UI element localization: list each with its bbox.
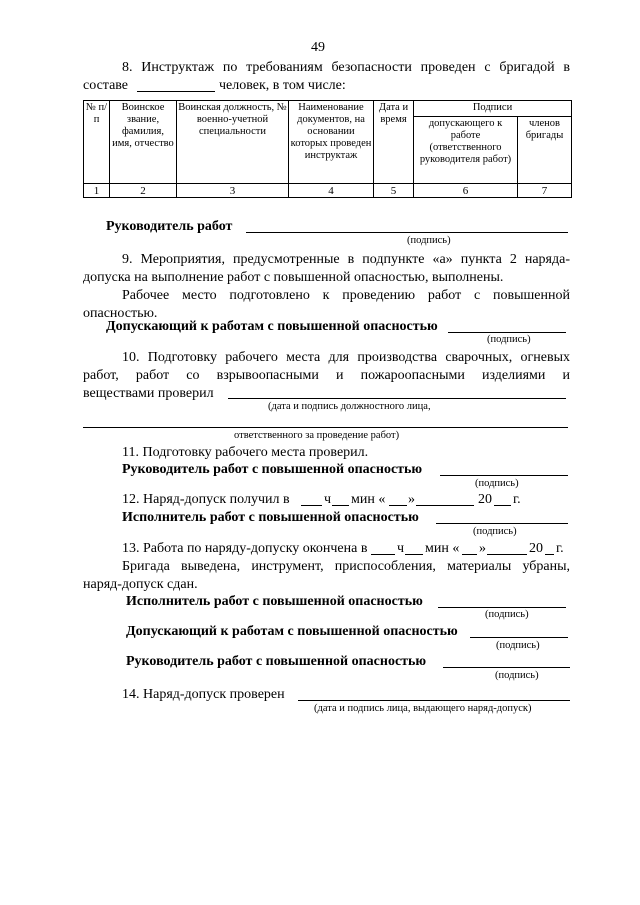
admitter-label: Допускающий к работам с повышенной опасностью: [106, 319, 438, 334]
item13-line3: наряд-допуск сдан.: [83, 577, 198, 592]
item9-line1: 9. Мероприятия, предусмотренные в подпункте «а» пункта 2 наряда-: [122, 252, 570, 267]
high-risk-manager-caption-1: (подпись): [475, 478, 519, 489]
item12-minute-blank[interactable]: [332, 505, 349, 506]
item11-text: 11. Подготовку рабочего места проверил.: [122, 445, 369, 460]
col-header-datetime: Дата и время: [374, 101, 414, 184]
executor-caption-2: (подпись): [485, 609, 529, 620]
item13-hour-blank[interactable]: [371, 554, 395, 555]
admitter-caption-2: (подпись): [496, 640, 540, 651]
col-header-name: Воинское звание, фамилия, имя, отчество: [110, 101, 177, 184]
executor-signature-line-1[interactable]: [436, 523, 568, 524]
admitter-signature-line-2[interactable]: [470, 637, 568, 638]
item14-caption: (дата и подпись лица, выдающего наряд-допуск): [314, 703, 532, 714]
high-risk-manager-signature-line-2[interactable]: [443, 667, 570, 668]
col-header-admitter: допускающего к работе (ответственного руководителя работ): [414, 117, 518, 184]
item8-line2-end: человек, в том числе:: [219, 78, 346, 93]
col-number-5: 5: [374, 184, 414, 198]
item10-caption-1: (дата и подпись должностного лица,: [268, 401, 431, 412]
high-risk-manager-label-1: Руководитель работ с повышенной опасностью: [122, 462, 423, 477]
col-header-crew: членов бригады: [518, 117, 572, 184]
item13-year-suffix: г.: [556, 541, 564, 556]
col-number-1: 1: [84, 184, 110, 198]
item14-signature-line[interactable]: [298, 700, 570, 701]
item12-text: 12. Наряд-допуск получил в: [122, 492, 290, 507]
item8-line2-start: составе: [83, 78, 129, 93]
work-manager-signature-line[interactable]: [246, 232, 568, 233]
item13-line2: Бригада выведена, инструмент, приспособления, материалы убраны,: [122, 559, 570, 574]
col-number-4: 4: [289, 184, 374, 198]
col-header-documents: Наименование документов, на основании которых проведен инструктаж: [289, 101, 374, 184]
item13-minute-label: мин «: [425, 541, 460, 556]
item12-hour-blank[interactable]: [301, 505, 322, 506]
item13-month-blank[interactable]: [487, 554, 527, 555]
item13-year-prefix: 20: [529, 541, 543, 556]
col-number-2: 2: [110, 184, 177, 198]
col-header-number: № п/п: [84, 101, 110, 184]
executor-signature-line-2[interactable]: [438, 607, 566, 608]
item12-year-suffix: г.: [513, 492, 521, 507]
admitter-signature-line[interactable]: [448, 332, 566, 333]
col-number-3: 3: [177, 184, 289, 198]
admitter-signature-caption: (подпись): [487, 334, 531, 345]
high-risk-manager-signature-line-1[interactable]: [440, 475, 568, 476]
item13-year-blank[interactable]: [545, 554, 554, 555]
item12-month-blank[interactable]: [416, 505, 474, 506]
work-manager-label: Руководитель работ: [106, 219, 233, 234]
item12-minute-label: мин «: [351, 492, 386, 507]
item10-caption-2: ответственного за проведение работ): [234, 430, 400, 441]
item12-year-blank[interactable]: [494, 505, 511, 506]
item10-line2: работ, работ со взрывоопасными и пожароопасными изделиями и: [83, 368, 570, 383]
high-risk-manager-caption-2: (подпись): [495, 670, 539, 681]
executor-label-2: Исполнитель работ с повышенной опасностью: [126, 594, 423, 609]
item12-year-prefix: 20: [478, 492, 492, 507]
briefing-table: [83, 100, 572, 198]
page-number: 49: [311, 40, 325, 55]
item13-text: 13. Работа по наряду-допуску окончена в: [122, 541, 368, 556]
col-header-position: Воинская должность, № военно-учетной специальности: [177, 101, 289, 184]
col-number-6: 6: [414, 184, 518, 198]
item10-signature-line-1[interactable]: [228, 398, 566, 399]
crew-count-blank[interactable]: [137, 91, 215, 92]
item10-line3: веществами проверил: [83, 386, 214, 401]
item12-quote: »: [408, 492, 415, 507]
item13-quote: »: [479, 541, 486, 556]
item10-line1: 10. Подготовку рабочего места для производства сварочных, огневых: [122, 350, 570, 365]
item12-day-blank[interactable]: [389, 505, 407, 506]
item9-line4: опасностью.: [83, 306, 158, 321]
col-number-7: 7: [518, 184, 572, 198]
item13-day-blank[interactable]: [462, 554, 477, 555]
item14-text: 14. Наряд-допуск проверен: [122, 687, 285, 702]
admitter-label-2: Допускающий к работам с повышенной опасностью: [126, 624, 458, 639]
high-risk-manager-label-2: Руководитель работ с повышенной опасностью: [126, 654, 427, 669]
item13-hour-label: ч: [397, 541, 405, 556]
work-manager-signature-caption: (подпись): [407, 235, 451, 246]
item8-line1: 8. Инструктаж по требованиям безопасности проведен с бригадой в: [122, 60, 570, 75]
item10-signature-line-2[interactable]: [83, 427, 568, 428]
item9-line3: Рабочее место подготовлено к проведению работ с повышенной: [122, 288, 570, 303]
item12-hour-label: ч: [324, 492, 332, 507]
executor-label-1: Исполнитель работ с повышенной опасностью: [122, 510, 419, 525]
col-header-signatures: Подписи: [414, 101, 572, 117]
item13-minute-blank[interactable]: [405, 554, 423, 555]
item9-line2: допуска на выполнение работ с повышенной опасностью, выполнены.: [83, 270, 504, 285]
executor-caption-1: (подпись): [473, 526, 517, 537]
